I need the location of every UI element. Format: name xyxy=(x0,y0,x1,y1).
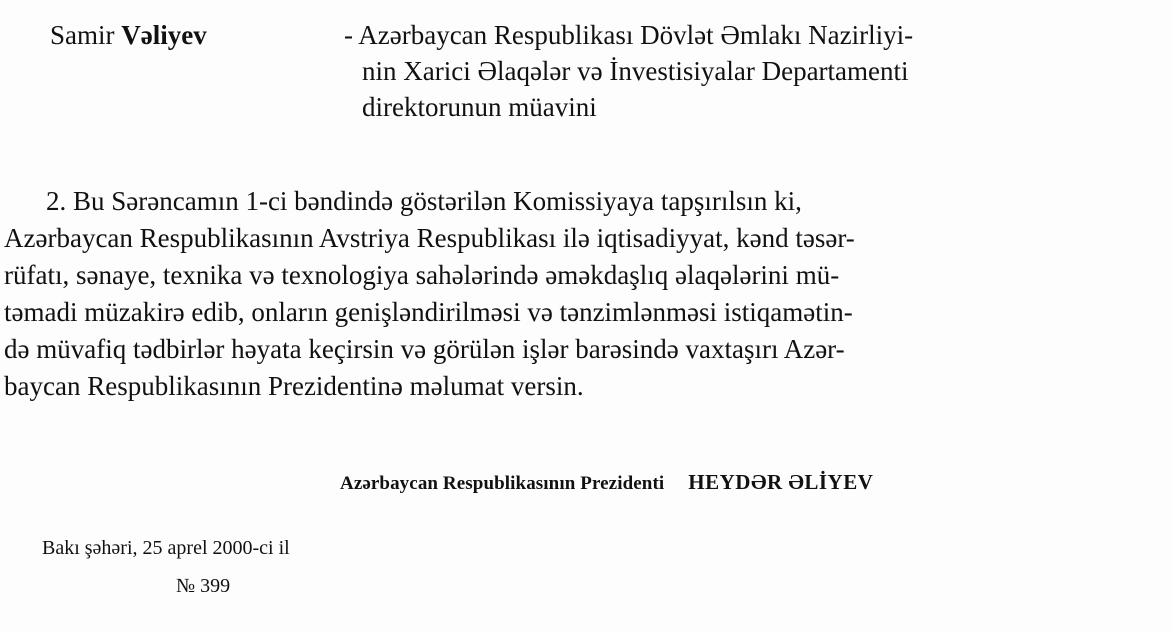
document-number: № 399 xyxy=(176,575,231,597)
member-first-name: Samir xyxy=(50,20,115,50)
commission-member-entry xyxy=(0,0,1172,140)
signatory-name: HEYDƏR ƏLİYEV xyxy=(688,470,874,494)
paragraph-line: də müvafiq tədbirlər həyata keçirsin və görülən işlər barəsində vaxtaşırı Azər- xyxy=(4,334,845,364)
member-name xyxy=(50,17,207,53)
paragraph-line: baycan Respublikasının Prezidentinə məlumat versin. xyxy=(4,371,584,401)
member-role-line: direktorunun müavini xyxy=(362,92,597,122)
member-role xyxy=(344,17,1104,125)
place-and-date: Bakı şəhəri, 25 aprel 2000-ci il xyxy=(42,537,290,559)
paragraph-line: Azərbaycan Respublikasının Avstriya Respublikası ilə iqtisadiyyat, kənd təsər- xyxy=(4,223,855,253)
paragraph-line: rüfatı, sənaye, texnika və texnologiya sahələrində əməkdaşlıq əlaqələrini mü- xyxy=(4,260,840,290)
signature-block xyxy=(340,470,873,495)
member-role-line: nin Xarici Əlaqələr və İnvestisiyalar Departamenti xyxy=(362,56,909,86)
order-paragraph-2 xyxy=(4,183,1094,405)
paragraph-line: 2. Bu Sərəncamın 1-ci bəndində göstərilən Komissiyaya tapşırılsın ki, xyxy=(46,186,802,216)
signatory-title: Azərbaycan Respublikasının Prezidenti xyxy=(340,473,665,494)
member-role-line: - Azərbaycan Respublikası Dövlət Əmlakı Nazirliyi- xyxy=(344,20,914,50)
paragraph-line: təmadi müzakirə edib, onların genişləndirilməsi və tənzimlənməsi istiqamətin- xyxy=(4,297,853,327)
member-surname: Vəliyev xyxy=(121,20,207,50)
